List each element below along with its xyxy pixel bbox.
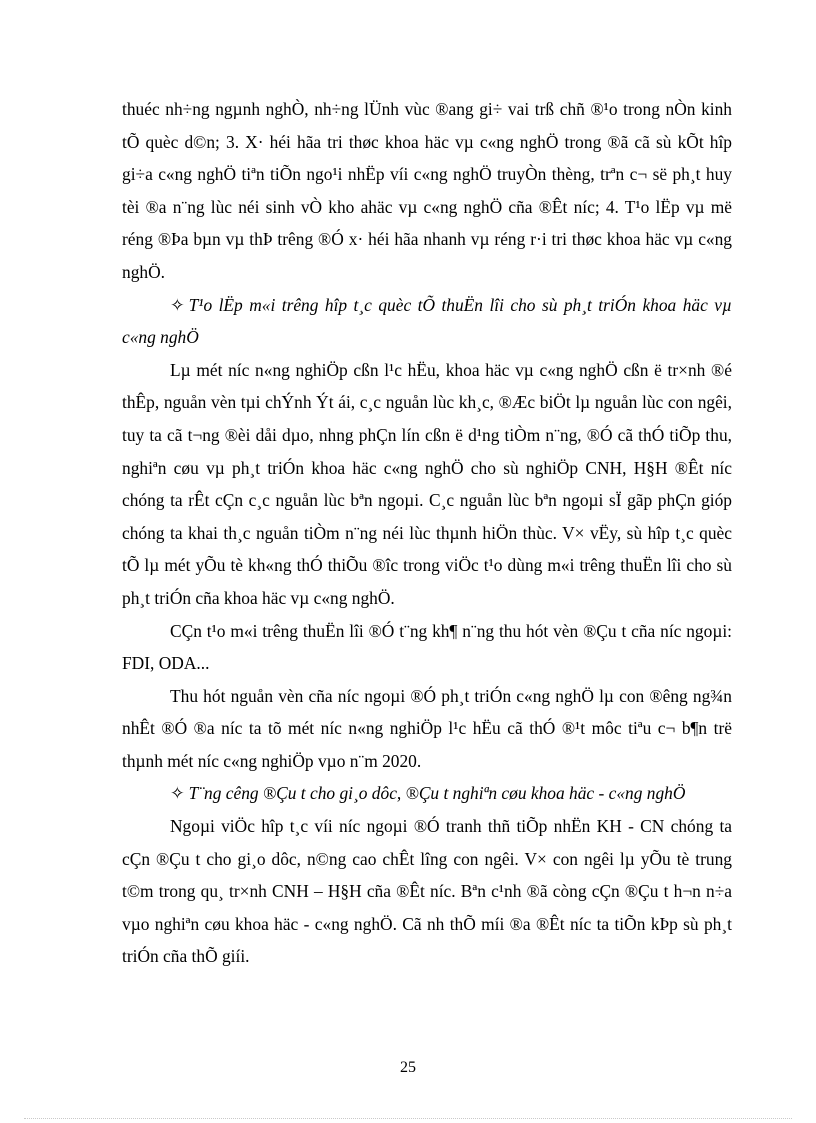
diamond-bullet-icon: ✧ [170,783,185,804]
subheading-text: T¹o lËp m«i trêng hîp t¸c quèc tÕ thuËn lîi cho sù ph¸t triÓn khoa häc vµ c«ng nghÖ [122,294,732,348]
body-paragraph: Lµ mét níc n«ng nghiÖp cßn l¹c hËu, khoa häc vµ c«ng nghÖ cßn ë tr×nh ®é thÊp, nguån vèn tµi chÝnh Ýt ái, c¸c nguån lùc kh¸c, ®Æc biÖt lµ nguån lùc con ngêi, tuy ta cã t¬ng ®èi dåi dµo, nhng phÇn lín cßn ë d¹ng tiÒm n¨ng, ®Ó cã thÓ tiÕp thu, nghiªn cøu vµ ph¸t triÓn khoa häc c«ng nghÖ cho sù nghiÖp CNH, H§H ®Êt níc chóng ta rÊt cÇn c¸c nguån lùc bªn ngoµi. C¸c nguån lùc bªn ngoµi sÏ gãp phÇn gióp chóng ta khai th¸c nguån tiÒm n¨ng néi lùc thµnh hiÖn thùc. V× vËy, sù hîp t¸c quèc tÕ lµ mét yÕu tè kh«ng thÓ thiÕu ®îc trong viÖc t¹o dùng m«i trêng thuËn lîi cho sù ph¸t triÓn cña khoa häc vµ c«ng nghÖ. [122,359,732,608]
body-paragraph: Ngoµi viÖc hîp t¸c víi níc ngoµi ®Ó tranh thñ tiÕp nhËn KH - CN chóng ta cÇn ®Çu t cho gi¸o dôc, n©ng cao chÊt lîng con ngêi. V× con ngêi lµ yÕu tè trung t©m trong qu¸ tr×nh CNH – H§H cña ®Êt níc. Bªn c¹nh ®ã còng cÇn ®Çu t h¬n n÷a vµo nghiªn cøu khoa häc - c«ng nghÖ. Cã nh thÕ míi ®a ®Êt níc ta tiÕn kÞp sù ph¸t triÓn cña thÕ giíi. [122,816,732,967]
body-paragraph: Thu hót nguån vèn cña níc ngoµi ®Ó ph¸t triÓn c«ng nghÖ lµ con ®êng ng¾n nhÊt ®Ó ®a níc ta tõ mét níc n«ng nghiÖp l¹c hËu cã thÓ ®¹t môc tiªu c¬ b¶n trë thµnh mét níc c«ng nghiÖp vµo n¨m 2020. [122,685,732,771]
footer-divider [24,1118,792,1119]
section-subheading [122,777,732,810]
body-paragraph: CÇn t¹o m«i trêng thuËn lîi ®Ó t¨ng kh¶ n¨ng thu hót vèn ®Çu t cña níc ngoµi: FDI, ODA... [122,620,732,674]
page-number: 25 [400,1059,416,1076]
section-subheading [122,289,732,354]
subheading-text: T¨ng cêng ®Çu t cho gi¸o dôc, ®Çu t nghiªn cøu khoa häc - c«ng nghÖ [188,783,686,804]
diamond-bullet-icon: ✧ [170,294,185,315]
paragraph-continuation: thuéc nh÷ng ngµnh nghÒ, nh÷ng lÜnh vùc ®ang gi÷ vai trß chñ ®¹o trong nÒn kinh tÕ quèc d©n; 3. X· héi hãa tri thøc khoa häc vµ c«ng nghÖ trong ®ã cã sù kÕt hîp gi÷a c«ng nghÖ tiªn tiÕn ngo¹i nhËp víi c«ng nghÖ truyÒn thèng, trªn c¬ së ph¸t huy tèi ®a n¨ng lùc néi sinh vÒ kho ahäc vµ c«ng nghÖ cña ®Êt níc; 4. T¹o lËp vµ më réng ®Þa bµn vµ thÞ trêng ®Ó x· héi hãa nhanh vµ réng r·i tri thøc khoa häc vµ c«ng nghÖ. [122,99,732,282]
document-page [122,93,732,973]
